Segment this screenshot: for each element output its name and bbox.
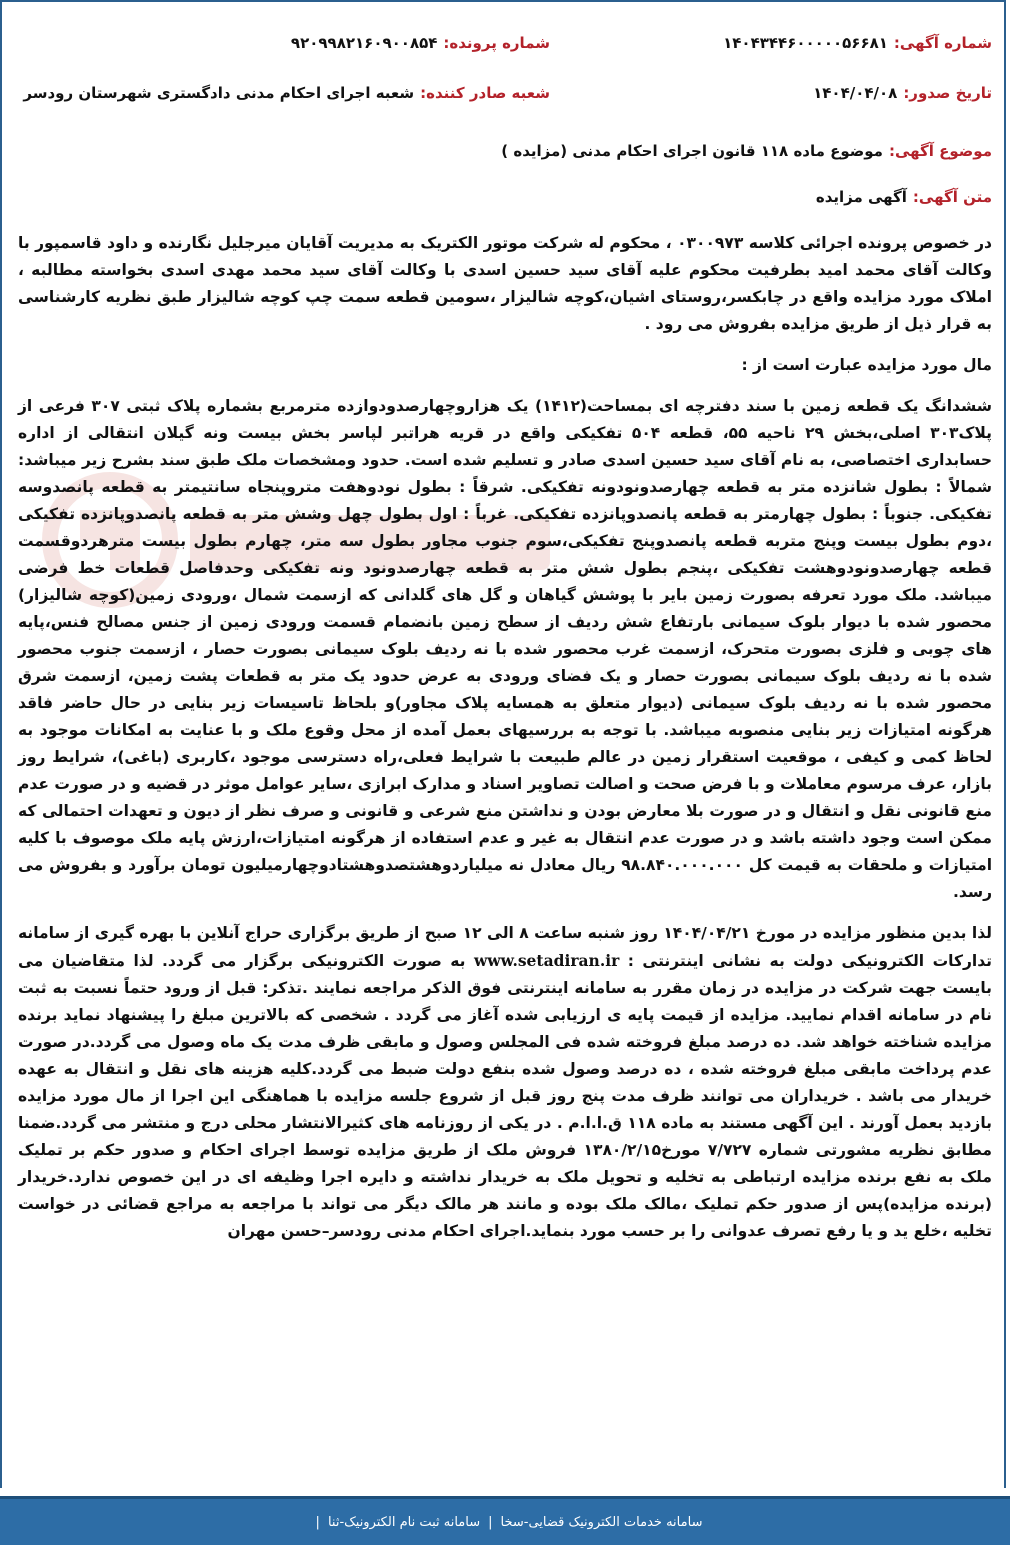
header-row-1 bbox=[18, 32, 992, 54]
paragraph-case: در خصوص پرونده اجرائی کلاسه ۰۳۰۰۹۷۳ ، محکوم له شرکت موتور الکتریک به مدیریت آقایان میرجلیل نگارنده و داود قاسمپور با وکالت آقای محمد امید بطرفیت محکوم علیه آقای سید حسین اسدی با وکالت آقای سید محمد مهدی اسدی بخواسته مطالبه ، املاک مورد مزایده واقع در چابکسر،روستای اشیان،کوچه شالیزار ،سومین قطعه سمت چپ کوچه شالیزار طبق نظریه کارشناسی به قرار ذیل از طریق مزایده بفروش می رود . bbox=[18, 234, 992, 333]
issue-date-cell bbox=[550, 82, 992, 104]
issue-date-label: تاریخ صدور: bbox=[903, 84, 992, 102]
subject-row bbox=[18, 140, 992, 162]
footer-separator: | bbox=[488, 1514, 493, 1530]
subject-label: موضوع آگهی: bbox=[888, 142, 992, 160]
paragraph-auction-terms bbox=[18, 920, 992, 1245]
footer-link-sana[interactable]: سامانه ثبت نام الکترونیک-ثنا bbox=[327, 1514, 481, 1530]
notice-body bbox=[18, 230, 992, 1259]
issue-date: ۱۴۰۴/۰۴/۰۸ bbox=[813, 84, 898, 102]
header-row-2 bbox=[18, 82, 992, 104]
paragraph-property-heading: مال مورد مزایده عبارت است از : bbox=[741, 356, 992, 374]
subject: موضوع ماده ۱۱۸ قانون اجرای احکام مدنی (مزایده ) bbox=[501, 142, 883, 160]
footer-separator-end: | bbox=[315, 1514, 320, 1530]
paragraph-property-description: ششدانگ یک قطعه زمین با سند دفترچه ای بمساحت(۱۴۱۲) یک هزاروچهارصدودوازده مترمربع بشماره پلاک ثبتی ۳۰۷ فرعی از پلاک۳۰۳ اصلی،بخش ۲۹ ناحیه ۵۵، قطعه ۵۰۴ تفکیکی واقع در قریه هراتبر لپاسر بخش بیست ونه گیلان انتقالی از اداره حسابداری اختصاصی، به نام آقای سید حسین اسدی صادر و تسلیم شده است. حدود ومشخصات ملک طبق سند بشرح زیر میباشد: شمالاً : بطول شانزده متر به قطعه چهارصدونودونه تفکیکی. شرقاً : بطول نودوهفت متروپنجاه سانتیمتر به قطعه پانصدوسه تفکیکی. جنوباً : بطول چهارمتر به قطعه پانصدوپانزده تفکیکی. غرباً : اول بطول چهل وشش متر به قطعه پانصدوپانزده تفکیکی ،دوم بطول بیست وپنج متربه قطعه پانصدوپنج تفکیکی،سوم جنوب مجاور بطول سه متر، چهارم بطول بیست مترهردوقسمت قطعه چهارصدونودوهشت تفکیکی ،پنجم بطول شش متر به قطعه چهارصدونود ونه تفکیکی وحدفاصل قطعات خط فرضی میباشد. ملک مورد تعرفه بصورت زمین بایر با پوشش گیاهان و گل های گلدانی که ازسمت شمال ،ورودی زمین(کوچه شالیزار) محصور شده با دیوار بلوک سیمانی بارتفاع شش ردیف از سطح زمین بانضمام قسمت ورودی زمین از جنس مصالح فنس،پایه های چوبی و فلزی بصورت متحرک، ازسمت غرب محصور شده با نه ردیف بلوک سیمانی بصورت حصار ، ازسمت جنوب محصور شده با نه ردیف بلوک سیمانی بصورت حصار و یک فضای ورودی به عرض حدود یک متر به قطعات پشت زمین، ازسمت شرق محصور شده با نه ردیف بلوک سیمانی (دیوار متعلق به همسایه پلاک مجاور)و بلحاظ تاسیسات زیر بنایی در حال حاضر فاقد هرگونه امتیازات زیر بنایی منصوبه میباشد. با توجه به بررسیهای بعمل آمده از محل وقوع ملک و با عنایت به امکانات موجود به لحاظ کمی و کیفی ، موقعیت استقرار زمین در عالم طبیعت با شرایط فعلی،راه دسترسی موجود ،کاربری (باغی)، شرایط روز بازار، عرف مرسوم معاملات و با فرض صحت و اصالت تصاویر اسناد و مدارک ابرازی ،سایر عوامل موثر در قضیه و در صورت عدم منع قانونی نقل و انتقال و در صورت بلا معارض بودن و نداشتن منع شرعی و قانونی و صرف نظر از دیون و تعهدات احتمالی که ممکن است وجود داشته باشد و در صورت عدم انتقال به غیر و عدم استفاده از هرگونه امتیازات،ارزش پایه ملک موصوف با کلیه امتیازات و ملحقات به قیمت کل ۹۸.۸۴۰.۰۰۰.۰۰۰ ریال معادل نه میلیاردوهشتصدوهشتادوچهارمیلیون تومان برآورد و بفروش می رسد. bbox=[18, 397, 993, 901]
text-title-row bbox=[18, 186, 992, 208]
issuer: شعبه اجرای احکام مدنی دادگستری شهرستان رودسر bbox=[23, 84, 415, 102]
notice-number-label: شماره آگهی: bbox=[893, 34, 992, 52]
setadiran-link[interactable]: www.setadiran.ir bbox=[473, 951, 620, 970]
footer-bar bbox=[0, 1496, 1010, 1545]
text-title: آگهی مزایده bbox=[815, 188, 907, 206]
issuer-label: شعبه صادر کننده: bbox=[420, 84, 550, 102]
case-number-label: شماره پرونده: bbox=[443, 34, 550, 52]
auction-terms-part2: به صورت الکترونیکی برگزار می گردد. لذا متقاضیان می بایست جهت شرکت در مزایده در زمان مقرر به سامانه اینترنتی فوق الذکر مراجعه نمایند .تذکر: قبل از ورود حتماً نسبت به ثبت نام در سامانه اقدام نمایید. مزایده از قیمت پایه ی ارزیابی شده آغاز می گردد . شخصی که بالاترین مبلغ را پیشنهاد نماید برنده مزایده شناخته خواهد شد. ده درصد مبلغ فروخته شده فی المجلس وصول و مابقی ظرف مدت یک ماه وصول می گردد.در صورت عدم پرداخت مابقی مبلغ فروخته شده ، ده درصد وصول شده بنفع دولت ضبط می گردد.کلیه هزینه های نقل و انتقال به عهده خریدار می باشد . خریداران می توانند ظرف مدت پنج روز قبل از شروع جلسه مزایده با هماهنگی این اجرا از مال مورد مزایده بازدید بعمل آورند . این آگهی مستند به ماده ۱۱۸ ق.ا.ا.م . در یکی از روزنامه های کثیرالانتشار محلی درج و منتشر می گردد.ضمنا مطابق نظریه مشورتی شماره ۷/۷۲۷ مورخ۱۳۸۰/۲/۱۵ فروش ملک از طریق مزایده توسط اجرای احکام و صدور حکم بر تملیک ملک به نفع برنده مزایده ارتباطی به تخلیه و تحویل ملک به خریدار نداشته و دایره اجرا وظیفه ای در این خصوص ندارد.خریدار (برنده مزایده)پس از صدور حکم تملیک ،مالک ملک بوده و مانند هر مالک دیگر می تواند با مراجعه به مراجع قضائی در خواست تخلیه ،خلع ید و یا رفع تصرف عدوانی را بر حسب مورد بنماید.اجرای احکام مدنی رودسر–حسن مهران bbox=[18, 952, 992, 1240]
text-label: متن آگهی: bbox=[912, 188, 992, 206]
case-number-cell bbox=[291, 32, 550, 54]
auction-terms-part1: لذا بدین منظور مزایده در مورخ ۱۴۰۴/۰۴/۲۱ روز شنبه ساعت ۸ الی ۱۲ صبح از طریق برگزاری حراج آنلاین با بهره گیری از سامانه تدارکات الکترونیکی دولت به نشانی اینترنتی : bbox=[18, 924, 993, 970]
case-number: ۹۲۰۹۹۸۲۱۶۰۹۰۰۸۵۴ bbox=[290, 34, 438, 52]
footer-link-sakha[interactable]: سامانه خدمات الکترونیک قضایی-سخا bbox=[500, 1514, 703, 1530]
issuer-cell bbox=[23, 82, 550, 104]
notice-number: ۱۴۰۴۳۴۴۶۰۰۰۰۰۵۶۶۸۱ bbox=[723, 34, 888, 52]
notice-number-cell bbox=[550, 32, 992, 54]
